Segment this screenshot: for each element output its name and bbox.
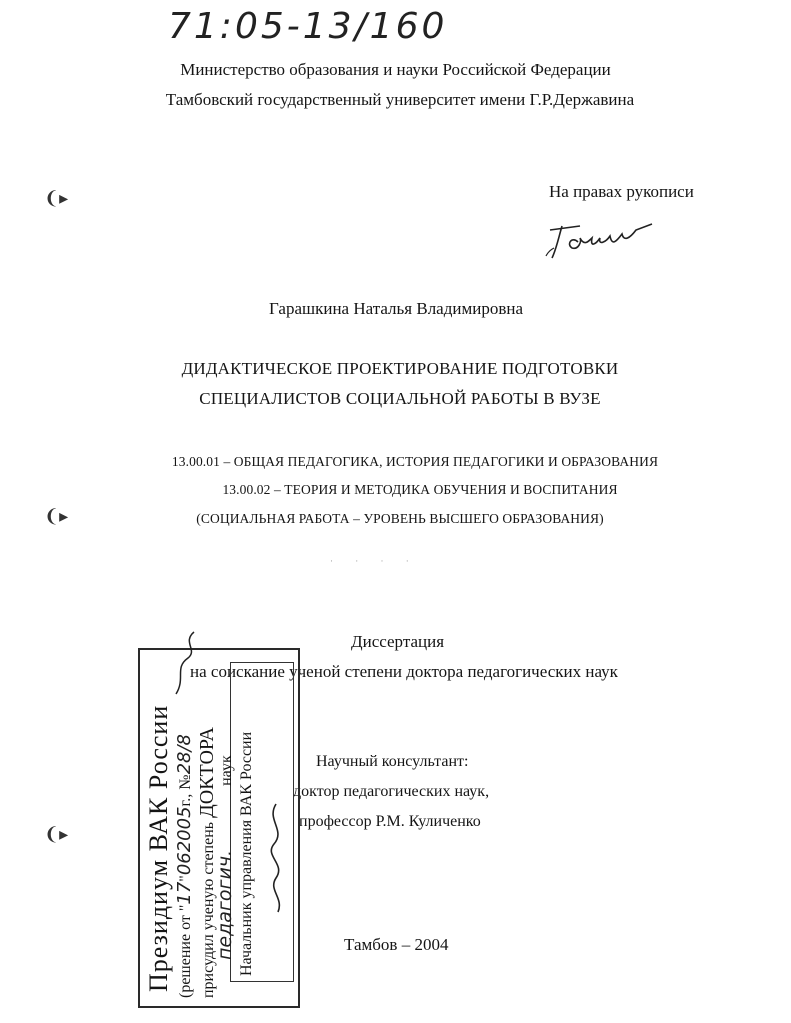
margin-mark: ❨▸ (44, 824, 69, 844)
title-line-1: ДИДАКТИЧЕСКОЕ ПРОЕКТИРОВАНИЕ ПОДГОТОВКИ (181, 359, 619, 378)
stamp-line-field: педагогич.наук (214, 755, 236, 960)
advisor-name: профессор Р.М. Куличенко (299, 813, 481, 830)
stamp-signature-top (168, 628, 208, 698)
specialty-1: 13.00.01 – ОБЩАЯ ПЕДАГОГИКА, ИСТОРИЯ ПЕДАГОГИКИ И ОБРАЗОВАНИЯ (171, 454, 659, 469)
stamp-year: 2005 (174, 806, 195, 853)
degree-line: на соискание ученой степени доктора педагогических наук (190, 662, 618, 681)
author-name: Гарашкина Наталья Владимировна (269, 299, 523, 318)
stamp-day: 17 (174, 881, 195, 905)
advisor-label: Научный консультант: (316, 753, 469, 770)
title-line-2: СПЕЦИАЛИСТОВ СОЦИАЛЬНОЙ РАБОТЫ В ВУЗЕ (199, 389, 601, 408)
specialty-2: 13.00.02 – ТЕОРИЯ И МЕТОДИКА ОБУЧЕНИЯ И ВОСПИТАНИЯ (222, 482, 618, 497)
author-signature (540, 212, 660, 268)
scan-speck: · · · · (330, 556, 419, 566)
stamp-line-presidium: Президиум ВАК России (144, 704, 173, 992)
stamp-line-degree: присудил ученую степень ДОКТОРА (196, 727, 218, 998)
stamp-month: 06 (174, 852, 195, 876)
ministry-name: Министерство образования и науки Российской Федерации (180, 60, 611, 79)
advisor-degree: доктор педагогических наук, (293, 783, 490, 800)
stamp-degree: ДОКТОРА (196, 727, 218, 818)
stamp-line-decision: (решение от "17"062005г., №28/8 (174, 734, 195, 998)
margin-mark: ❨▸ (44, 506, 69, 526)
stamp-number: 28/8 (174, 734, 195, 775)
margin-mark: ❨▸ (44, 188, 69, 208)
specialty-3: (СОЦИАЛЬНАЯ РАБОТА – УРОВЕНЬ ВЫСШЕГО ОБРАЗОВАНИЯ) (196, 511, 604, 526)
handwritten-code: 71:05-13/160 (168, 6, 448, 47)
place-year: Тамбов – 2004 (344, 935, 449, 954)
stamp-field: педагогич. (214, 849, 236, 960)
stamp-signature (256, 800, 296, 920)
rights-notice: На правах рукописи (549, 182, 694, 201)
university-name: Тамбовский государственный университет имени Г.Р.Державина (165, 90, 635, 109)
work-type: Диссертация (351, 632, 445, 651)
stamp-line-head: Начальник управления ВАК России (238, 731, 255, 976)
